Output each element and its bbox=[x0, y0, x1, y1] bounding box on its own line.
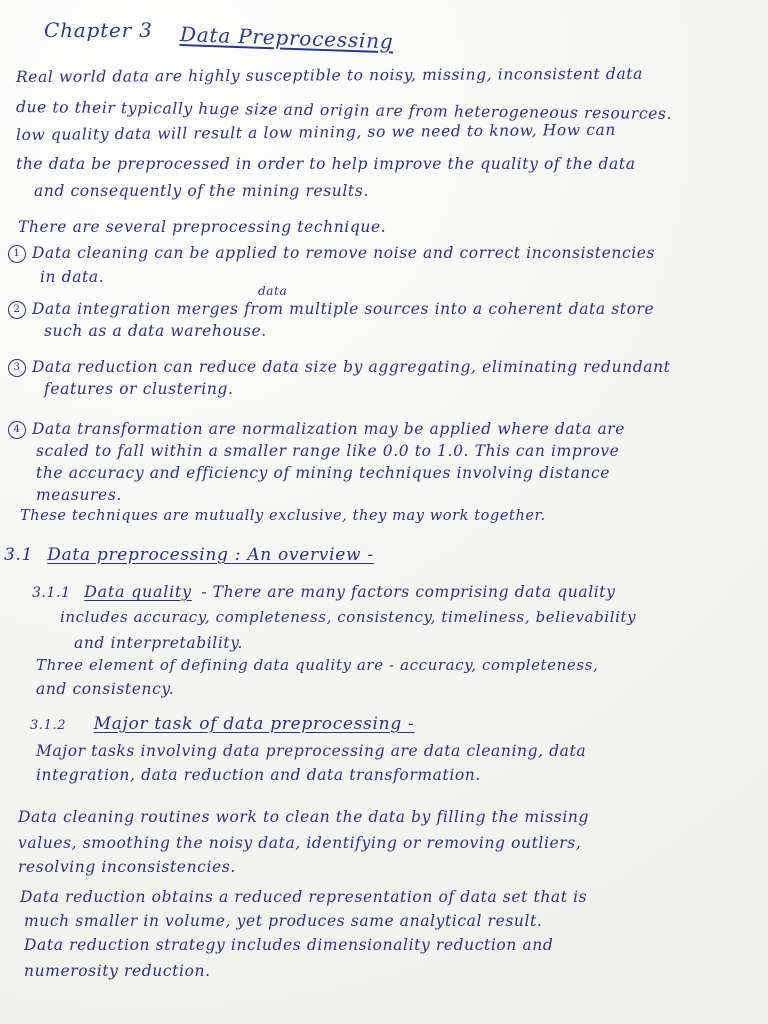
reduction-line: numerosity reduction. bbox=[24, 962, 211, 980]
section-text: and interpretability. bbox=[74, 634, 244, 652]
technique-line: features or clustering. bbox=[44, 380, 234, 398]
section-text: - There are many factors comprising data quality bbox=[201, 583, 616, 601]
intro-line: and consequently of the mining results. bbox=[34, 182, 369, 200]
section-text: and consistency. bbox=[36, 680, 175, 698]
chapter-label: Chapter 3 bbox=[44, 18, 153, 42]
closing-note: These techniques are mutually exclusive, they may work together. bbox=[20, 508, 546, 524]
section-title: Data quality bbox=[84, 582, 192, 601]
technique-line: Data transformation are normalization may be applied where data are bbox=[32, 420, 626, 438]
cleaning-line: Data cleaning routines work to clean the data by filling the missing bbox=[18, 808, 590, 826]
section-3-1 bbox=[4, 545, 374, 565]
section-text: includes accuracy, completeness, consistency, timeliness, believability bbox=[60, 608, 637, 626]
number-circle: 2 bbox=[8, 301, 26, 319]
technique-line: in data. bbox=[40, 268, 105, 286]
chapter-title: Data Preprocessing bbox=[179, 22, 394, 54]
technique-line: scaled to fall within a smaller range like 0.0 to 1.0. This can improve bbox=[36, 442, 620, 460]
technique-3 bbox=[8, 358, 671, 377]
inserted-word: data bbox=[258, 284, 288, 298]
reduction-line: Data reduction strategy includes dimensionality reduction and bbox=[24, 936, 554, 954]
technique-line: Data cleaning can be applied to remove noise and correct inconsistencies bbox=[32, 244, 656, 262]
techniques-intro: There are several preprocessing technique. bbox=[18, 218, 387, 236]
intro-line: due to their typically huge size and origin are from heterogeneous resources. bbox=[15, 98, 673, 123]
section-title: Data preprocessing : An overview - bbox=[47, 545, 374, 565]
technique-line: Data reduction can reduce data size by aggregating, eliminating redundant bbox=[32, 358, 671, 376]
number-circle: 1 bbox=[8, 245, 26, 263]
reduction-line: Data reduction obtains a reduced representation of data set that is bbox=[20, 888, 588, 906]
section-title: Major task of data preprocessing - bbox=[93, 714, 415, 734]
technique-line: Data integration merges from multiple sources into a coherent data store bbox=[32, 300, 655, 318]
reduction-line: much smaller in volume, yet produces same analytical result. bbox=[24, 912, 543, 930]
intro-line: the data be preprocessed in order to help improve the quality of the data bbox=[16, 155, 636, 173]
number-circle: 3 bbox=[8, 359, 26, 377]
technique-1 bbox=[8, 244, 655, 263]
number-circle: 4 bbox=[8, 421, 26, 439]
section-number: 3.1.2 bbox=[30, 718, 67, 733]
section-number: 3.1.1 bbox=[32, 585, 71, 601]
section-3-1-2 bbox=[30, 714, 414, 734]
intro-line: Real world data are highly susceptible to noisy, missing, inconsistent data bbox=[15, 64, 643, 86]
section-text: Major tasks involving data preprocessing are data cleaning, data bbox=[36, 742, 587, 760]
cleaning-line: resolving inconsistencies. bbox=[18, 858, 236, 876]
technique-line: the accuracy and efficiency of mining techniques involving distance bbox=[36, 464, 611, 482]
section-number: 3.1 bbox=[4, 545, 34, 565]
section-text: integration, data reduction and data transformation. bbox=[36, 766, 481, 784]
section-text: Three element of defining data quality are - accuracy, completeness, bbox=[36, 656, 599, 674]
intro-line: low quality data will result a low mining, so we need to know, How can bbox=[15, 120, 616, 144]
cleaning-line: values, smoothing the noisy data, identifying or removing outliers, bbox=[18, 834, 582, 852]
technique-line: such as a data warehouse. bbox=[44, 322, 267, 340]
technique-2 bbox=[8, 300, 654, 319]
section-3-1-1 bbox=[32, 582, 616, 601]
technique-line: measures. bbox=[36, 486, 122, 504]
technique-4 bbox=[8, 420, 625, 439]
